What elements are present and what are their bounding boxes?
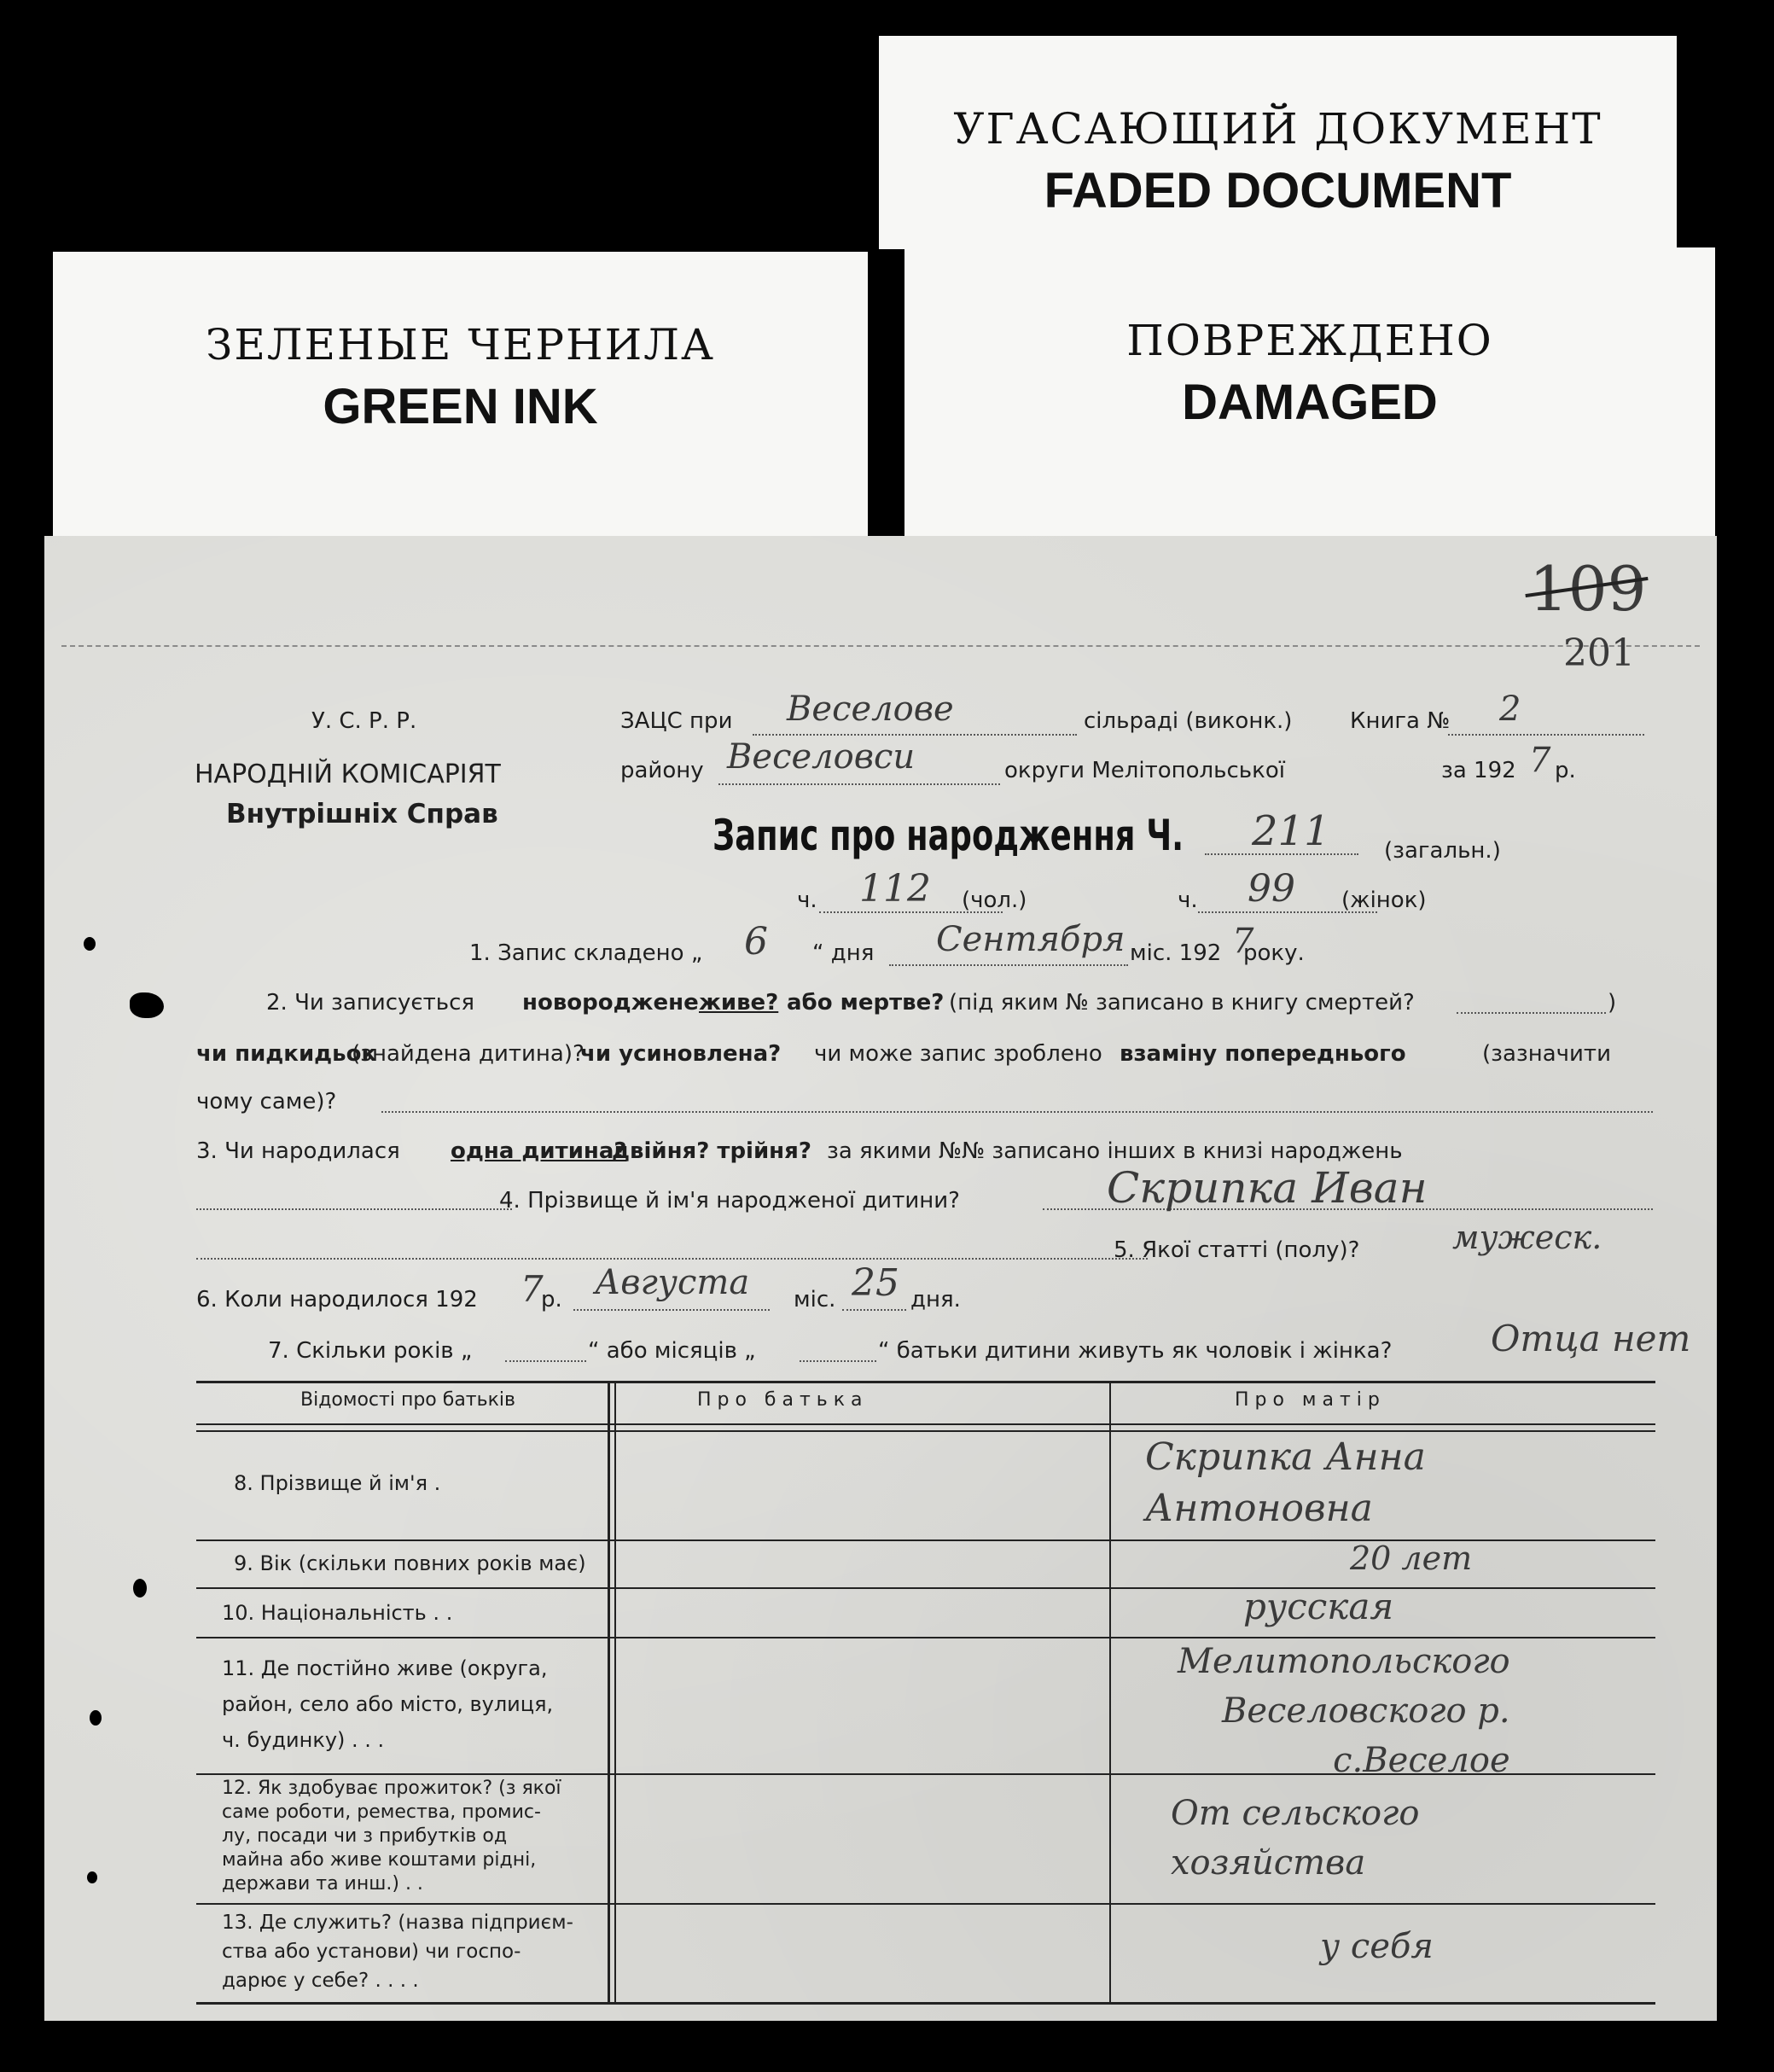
field1-day: 6	[744, 920, 768, 963]
field7-b: “ або місяців „	[588, 1338, 756, 1364]
row9-label: 9. Вік (скільки повних років має)	[234, 1551, 586, 1575]
silradi-label: сільраді (виконк.)	[1084, 708, 1293, 734]
archive-subnumber: 201	[1563, 631, 1635, 675]
punch-hole	[90, 1710, 102, 1726]
mother-name: Скрипка Анна Антоновна	[1145, 1435, 1426, 1530]
field1-year: 7	[1232, 922, 1254, 961]
org-commissariat: НАРОДНІЙ КОМІСАРІЯТ	[195, 760, 501, 789]
mother-age: 20 лет	[1350, 1539, 1473, 1577]
punch-hole	[87, 1871, 97, 1883]
female-ch: ч.	[1178, 888, 1198, 913]
field2-h: (знайдена дитина)?	[352, 1041, 585, 1067]
green-tag-en: GREEN INK	[323, 379, 598, 434]
field1-end: року.	[1243, 940, 1305, 966]
female-number: 99	[1248, 867, 1295, 911]
field2-b: новороджене	[522, 990, 699, 1016]
field2-dead: або мертве?	[787, 990, 945, 1016]
mother-employment: у себя	[1320, 1927, 1434, 1966]
child-name: Скрипка Иван	[1107, 1163, 1428, 1213]
row12-label: 12. Як здобуває прожиток? (з якої саме роботи, ремества, промис- лу, посади чи з прибутків од майна або живе коштами рідні, держави та инш.) . .	[222, 1778, 561, 1894]
faded-document-tag	[879, 36, 1677, 249]
zags-value: Веселове	[787, 690, 954, 729]
damaged-tag-ru: ПОВРЕЖДЕНО	[1126, 316, 1493, 365]
faded-tag-ru: УГАСАЮЩИЙ ДОКУМЕНТ	[953, 104, 1602, 154]
child-sex: мужеск.	[1452, 1219, 1602, 1256]
field7-value: Отца нет	[1491, 1318, 1691, 1359]
field3-single: одна дитина?	[451, 1138, 627, 1164]
org-ussr: У. С. Р. Р.	[311, 708, 417, 734]
field7-c: “ батьки дитини живуть як чоловік і жінка?	[878, 1338, 1393, 1364]
male-label: (чол.)	[962, 888, 1027, 913]
field2-g: чи пидкидьок	[196, 1041, 377, 1067]
punch-hole	[84, 937, 96, 951]
mother-nationality: русская	[1243, 1586, 1394, 1627]
th-father: П р о б а т ь к а	[697, 1389, 863, 1411]
birth-month: Августа	[595, 1263, 750, 1302]
row11-label: 11. Де постійно живе (округа, район, село або місто, вулиця, ч. будинку) . . .	[222, 1656, 554, 1752]
birth-day: 25	[852, 1261, 899, 1305]
faded-tag-en: FADED DOCUMENT	[1044, 163, 1512, 218]
field2-l: (зазначити	[1482, 1041, 1611, 1067]
field2-a: 2. Чи записується	[266, 990, 475, 1016]
raion-value: Веселовси	[727, 737, 916, 777]
punch-hole	[133, 1579, 147, 1598]
field6-year: 7	[521, 1268, 544, 1310]
male-ch: ч.	[797, 888, 817, 913]
field2-k: взаміну попереднього	[1120, 1041, 1406, 1067]
field2-m: чому саме)?	[196, 1089, 337, 1115]
field1-dnya: “ дня	[812, 940, 875, 966]
okrug-label: округи Мелітопольської	[1004, 758, 1285, 783]
field1-mis: міс. 192	[1130, 940, 1222, 966]
mother-livelihood: От сельского хозяйства	[1171, 1794, 1420, 1883]
fold-line	[61, 645, 1700, 647]
green-tag-ru: ЗЕЛЕНЫЕ ЧЕРНИЛА	[206, 320, 715, 370]
mother-residence: Мелитопольского Веселовского р. с.Веселое	[1178, 1642, 1510, 1780]
field2-alive: живе?	[699, 990, 779, 1016]
field3-a: 3. Чи народилася	[196, 1138, 400, 1164]
field7-a: 7. Скільки років „	[268, 1338, 473, 1364]
year-value: 7	[1529, 741, 1551, 780]
org-internal-affairs: Внутрішніх Справ	[226, 799, 498, 829]
row13-label: 13. Де служить? (назва підприєм- ства або установи) чи госпо- дарює у себе? . . . .	[222, 1912, 573, 1992]
field6-mis: міс.	[794, 1287, 836, 1312]
archive-number: 109	[1529, 553, 1647, 625]
field2-j: чи може запис зроблено	[814, 1041, 1102, 1067]
field3-d: за якими №№ записано інших в книзі народжень	[827, 1138, 1403, 1164]
male-number: 112	[859, 867, 931, 911]
zags-label: ЗАЦС при	[620, 708, 733, 734]
birth-record-document	[44, 536, 1717, 2021]
book-value: 2	[1499, 690, 1521, 729]
field6-dnya: дня.	[910, 1287, 961, 1312]
field6-label: 6. Коли народилося 192	[196, 1287, 478, 1312]
row10-label: 10. Національність . .	[222, 1601, 453, 1625]
year-suffix: р.	[1555, 758, 1576, 783]
field3-c: двійня? трійня?	[612, 1138, 811, 1164]
damaged-tag	[904, 247, 1715, 546]
field2-f: )	[1608, 990, 1617, 1016]
field2-e: (під яким № записано в книгу смертей?	[949, 990, 1415, 1016]
record-number: 211	[1252, 807, 1330, 855]
th-mother: П р о м а т і р	[1235, 1389, 1380, 1411]
record-title: Запис про народження Ч.	[713, 811, 1184, 860]
field6-r: р.	[541, 1287, 562, 1312]
field2-i: чи усиновлена?	[580, 1041, 782, 1067]
book-label: Книга №	[1350, 708, 1451, 734]
row8-label: 8. Прізвище й ім'я .	[234, 1471, 441, 1495]
year-label: за 192	[1441, 758, 1516, 783]
field4-label: 4. Прізвище й ім'я народженої дитини?	[499, 1188, 960, 1214]
field5-label: 5. Якої статті (полу)?	[1114, 1237, 1360, 1263]
green-ink-tag	[53, 252, 868, 546]
ink-blot	[130, 992, 164, 1018]
total-label: (загальн.)	[1384, 838, 1501, 864]
field1-month: Сентября	[936, 920, 1125, 959]
female-label: (жінок)	[1341, 888, 1427, 913]
raion-label: району	[620, 758, 704, 783]
damaged-tag-en: DAMAGED	[1182, 375, 1438, 430]
th-info: Відомості про батьків	[300, 1389, 515, 1411]
field1-label: 1. Запис складено „	[469, 940, 703, 966]
